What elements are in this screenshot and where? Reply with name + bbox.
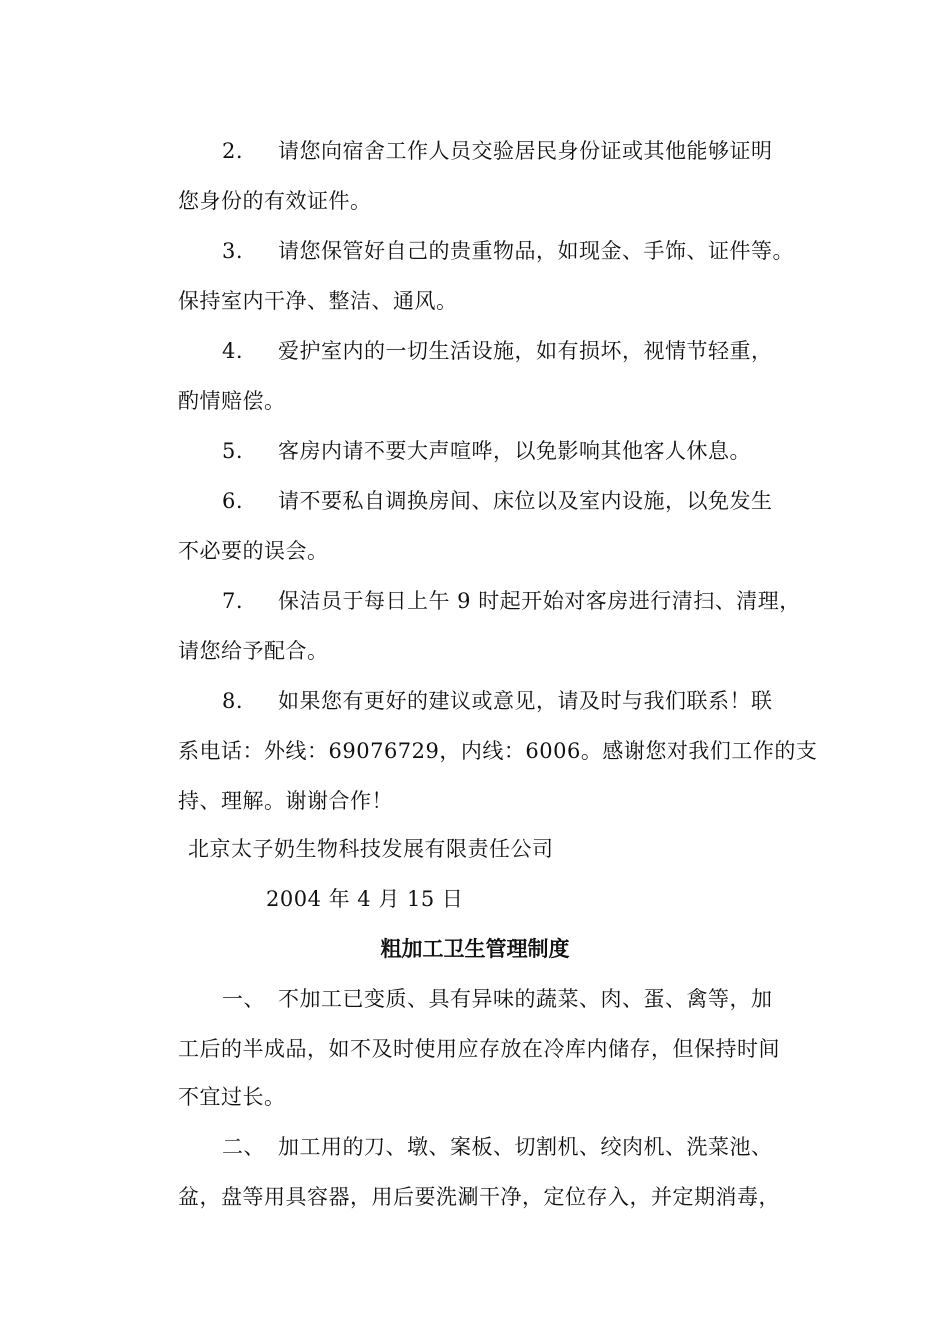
notice-item-4-line-2: 酌情赔偿。: [178, 389, 286, 413]
item-number: 4.: [222, 339, 244, 363]
rule-number: 一、: [222, 987, 265, 1011]
notice-item-2-line-1: [178, 136, 773, 166]
rule-1-line-2: 工后的半成品，如不及时使用应存放在冷库内储存，但保持时间: [178, 1037, 780, 1061]
item-text: 如果您有更好的建议或意见，请及时与我们联系！联: [278, 689, 773, 713]
rule-1-line-1: [178, 984, 773, 1014]
rule-2-line-2: 盆，盘等用具容器，用后要洗涮干净，定位存入，并定期消毒，: [178, 1185, 780, 1209]
notice-item-8-line-1: [178, 686, 773, 716]
item-text: 客房内请不要大声喧哗，以免影响其他客人休息。: [278, 439, 751, 463]
rule-text: 加工用的刀、墩、案板、切割机、绞肉机、洗菜池、: [278, 1135, 773, 1159]
notice-item-6-line-1: [178, 486, 773, 516]
item-text: 请您保管好自己的贵重物品，如现金、手饰、证件等。: [278, 239, 794, 263]
item-number: 8.: [222, 689, 244, 713]
rule-1-line-3: 不宜过长。: [178, 1085, 286, 1109]
document-date: 2004 年 4 月 15 日: [266, 887, 464, 911]
item-text: 请您向宿舍工作人员交验居民身份证或其他能够证明: [278, 139, 773, 163]
item-number: 3.: [222, 239, 244, 263]
notice-item-8-line-3: 持、理解。谢谢合作！: [178, 789, 393, 813]
item-number: 5.: [222, 439, 244, 463]
notice-item-7-line-2: 请您给予配合。: [178, 639, 329, 663]
notice-item-3-line-2: 保持室内干净、整洁、通风。: [178, 289, 458, 313]
section-title: 粗加工卫生管理制度: [380, 937, 570, 961]
item-number: 7.: [222, 589, 244, 613]
rule-2-line-1: [178, 1132, 773, 1162]
notice-item-7-line-1: [178, 586, 801, 616]
notice-item-5-line-1: [178, 436, 751, 466]
rule-number: 二、: [222, 1135, 265, 1159]
item-text: 请不要私自调换房间、床位以及室内设施，以免发生: [278, 489, 773, 513]
item-text: 保洁员于每日上午 9 时起开始对客房进行清扫、清理，: [278, 589, 801, 613]
notice-item-3-line-1: [178, 236, 794, 266]
notice-item-4-line-1: [178, 336, 773, 366]
item-number: 6.: [222, 489, 244, 513]
notice-item-6-line-2: 不必要的误会。: [178, 539, 329, 563]
notice-item-8-line-2: 系电话：外线：69076729，内线：6006。感谢您对我们工作的支: [178, 739, 818, 763]
company-name: 北京太子奶生物科技发展有限责任公司: [188, 837, 554, 861]
rule-text: 不加工已变质、具有异味的蔬菜、肉、蛋、禽等，加: [278, 987, 773, 1011]
item-text: 爱护室内的一切生活设施，如有损坏，视情节轻重，: [278, 339, 773, 363]
notice-item-2-line-2: 您身份的有效证件。: [178, 189, 372, 213]
item-number: 2.: [222, 139, 244, 163]
